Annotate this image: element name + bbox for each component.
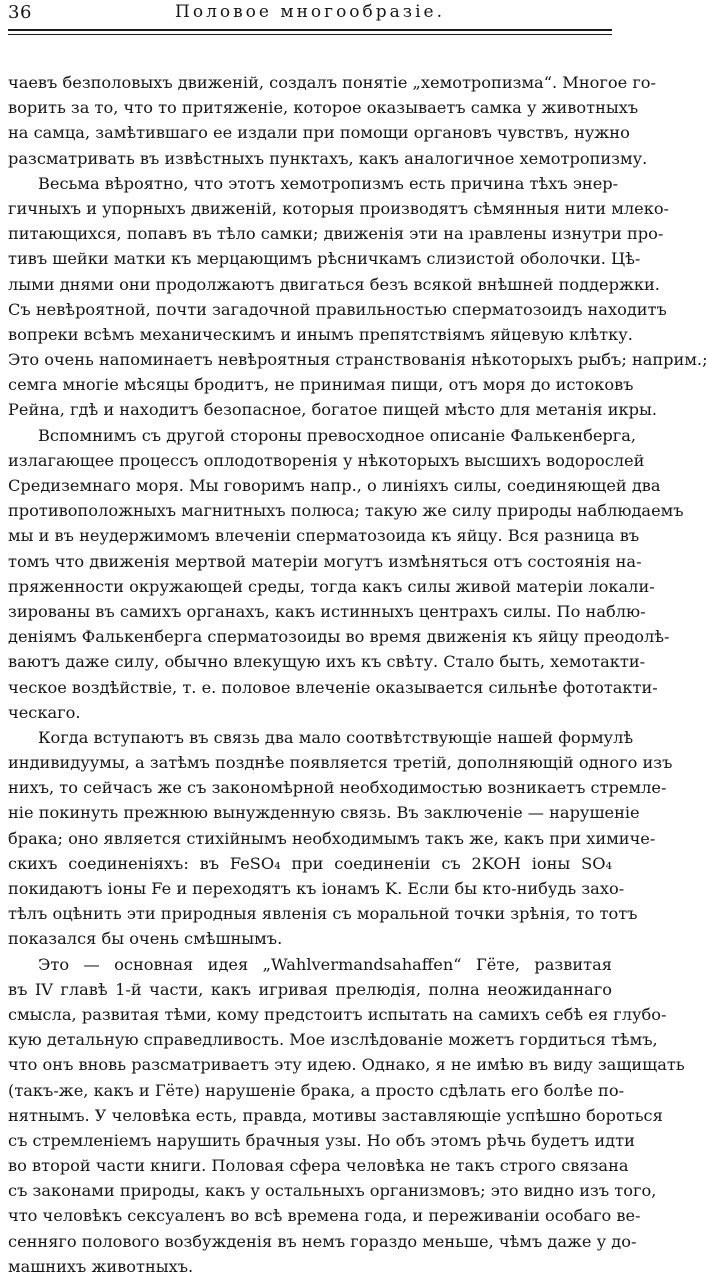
text-line: Весьма вѣроятно, что этотъ хемотропизмъ есть причина тѣхъ энер- <box>38 173 619 193</box>
text-line: съ законами природы, какъ у остальныхъ организмовъ; это видно изъ того, <box>8 1181 657 1201</box>
text-line: вопреки всѣмъ механическимъ и инымъ препятствіямъ яйцевую клѣтку. <box>8 324 633 344</box>
text-line: разсматривать въ извѣстныхъ пунктахъ, какъ аналогичное хемотропизму. <box>8 148 648 168</box>
text-line: излагающее процессъ оплодотворенія у нѣкоторыхъ высшихъ водорослей <box>8 450 645 470</box>
text-line: во второй части книги. Половая сфера человѣка не такъ строго связана <box>8 1156 629 1176</box>
page-header <box>8 0 612 30</box>
text-line: пряженности окружающей среды, тогда какъ силы живой матеріи локали- <box>8 576 655 596</box>
text-line: Это очень напоминаетъ невѣроятныя странствованія нѣкоторыхъ рыбъ; наприм.; <box>8 350 708 370</box>
page-number: 36 <box>8 2 32 23</box>
text-line: нихъ, то сейчасъ же съ закономѣрной необходимостью возникаетъ стремле- <box>8 778 667 798</box>
text-line: показался бы очень смѣшнымъ. <box>8 929 283 949</box>
text-line: ніе покинуть прежнюю вынужденную связь. Въ заключеніе — нарушеніе <box>8 803 640 823</box>
text-line: сенняго полового возбужденія въ немъ гораздо меньше, чѣмъ даже у до- <box>8 1231 637 1251</box>
text-line: индивидуумы, а затѣмъ позднѣе появляется третій, дополняющій одного изъ <box>8 753 673 773</box>
text-line: въ IV главѣ 1-й части, какъ игривая прелюдія, полна неожиданнаго <box>8 979 612 999</box>
text-line: Когда вступаютъ въ связь два мало соотвѣтствующіе нашей формулѣ <box>38 727 634 747</box>
text-line: Рейна, гдѣ и находитъ безопасное, богатое пищей мѣсто для метанія икры. <box>8 400 658 420</box>
text-line: что человѣкъ сексуаленъ во всѣ времена года, и переживаніи особаго ве- <box>8 1206 641 1226</box>
text-line: мы и въ неудержимомъ влеченіи сперматозоида къ яйцу. Вся разница въ <box>8 526 640 546</box>
text-line: съ стремленіемъ нарушить брачныя узы. Но объ этомъ рѣчь будетъ идти <box>8 1130 635 1150</box>
text-line: ворить за то, что то притяженіе, которое оказываетъ самка у животныхъ <box>8 98 639 118</box>
text-line: кую детальную справедливость. Мое изслѣдованіе можетъ гордиться тѣмъ, <box>8 1030 658 1050</box>
text-line: деніямъ Фалькенберга сперматозоиды во время движенія къ яйцу преодолѣ- <box>8 627 670 647</box>
text-line: брака; оно является стихійнымъ необходимымъ такъ же, какъ при химиче- <box>8 828 656 848</box>
text-line: семга многіе мѣсяцы бродитъ, не принимая пищи, отъ моря до истоковъ <box>8 375 634 395</box>
text-line: зированы въ самихъ органахъ, какъ истинныхъ центрахъ силы. По наблю- <box>8 601 646 621</box>
text-line: машнихъ животныхъ. <box>8 1256 194 1276</box>
text-line: тѣлъ оцѣнить эти природныя явленія съ моральной точки зрѣнія, то тотъ <box>8 904 638 924</box>
header-rule-thick <box>8 29 612 31</box>
text-line: смысла, развитая тѣми, кому предстоитъ испытать на самихъ себѣ ея глубо- <box>8 1004 667 1024</box>
body-text <box>8 70 708 1279</box>
text-line: лыми днями они продолжаютъ двигаться безъ всякой внѣшней поддержки. <box>8 274 660 294</box>
text-line: Съ невѣроятной, почти загадочной правильностью сперматозоидъ находитъ <box>8 299 667 319</box>
text-line: томъ что движенія мертвой матеріи могутъ измѣняться отъ состоянія на- <box>8 551 642 571</box>
text-line: ческаго. <box>8 702 81 722</box>
running-title: Половое многообразіе. <box>175 2 445 22</box>
text-line: Средиземнаго моря. Мы говоримъ напр., о линіяхъ силы, соединяющей два <box>8 476 661 495</box>
text-line: чаевъ безполовыхъ движеній, создалъ понятіе „хемотропизма“. Многое го- <box>8 73 657 92</box>
text-line: что онъ вновь разсматриваетъ эту идею. Однако, я не имѣю въ виду защищать <box>8 1055 685 1075</box>
text-line: скихъ соединеніяхъ: въ FeSO₄ при соединеніи съ 2KOH іоны SO₄ <box>8 853 612 873</box>
text-line: ваютъ даже силу, обычно влекущую ихъ къ свѣту. Стало быть, хемотакти- <box>8 652 646 672</box>
text-line: ческое воздѣйствіе, т. е. половое влеченіе оказывается сильнѣе фототакти- <box>8 677 658 697</box>
text-line: (такъ-же, какъ и Гёте) нарушеніе брака, а просто сдѣлать его болѣе по- <box>8 1080 625 1100</box>
text-line: противоположныхъ магнитныхъ полюса; такую же силу природы наблюдаемъ <box>8 501 684 521</box>
header-rule-thin <box>8 34 612 35</box>
text-line: тивъ шейки матки къ мерцающимъ рѣсничкамъ слизистой оболочки. Цѣ- <box>8 249 641 269</box>
text-line: Вспомнимъ съ другой стороны превосходное описаніе Фалькенберга, <box>38 425 637 445</box>
text-line: покидаютъ іоны Fe и переходятъ къ іонамъ K. Если бы кто-нибудь захо- <box>8 879 625 898</box>
text-line: Это — основная идея „Wahlvermandsahaffen“ Гёте, развитая <box>38 954 612 974</box>
text-line: на самца, замѣтившаго ее издали при помощи органовъ чувствъ, нужно <box>8 123 630 143</box>
text-line: питающихся, попавъ въ тѣло самки; движенія эти на ıравлены изнутри про- <box>8 224 664 244</box>
text-line: нятнымъ. У человѣка есть, правда, мотивы заставляющіе успѣшно бороться <box>8 1105 663 1125</box>
text-line: гичныхъ и упорныхъ движеній, которыя производятъ сѣмянныя нити млеко- <box>8 198 670 218</box>
